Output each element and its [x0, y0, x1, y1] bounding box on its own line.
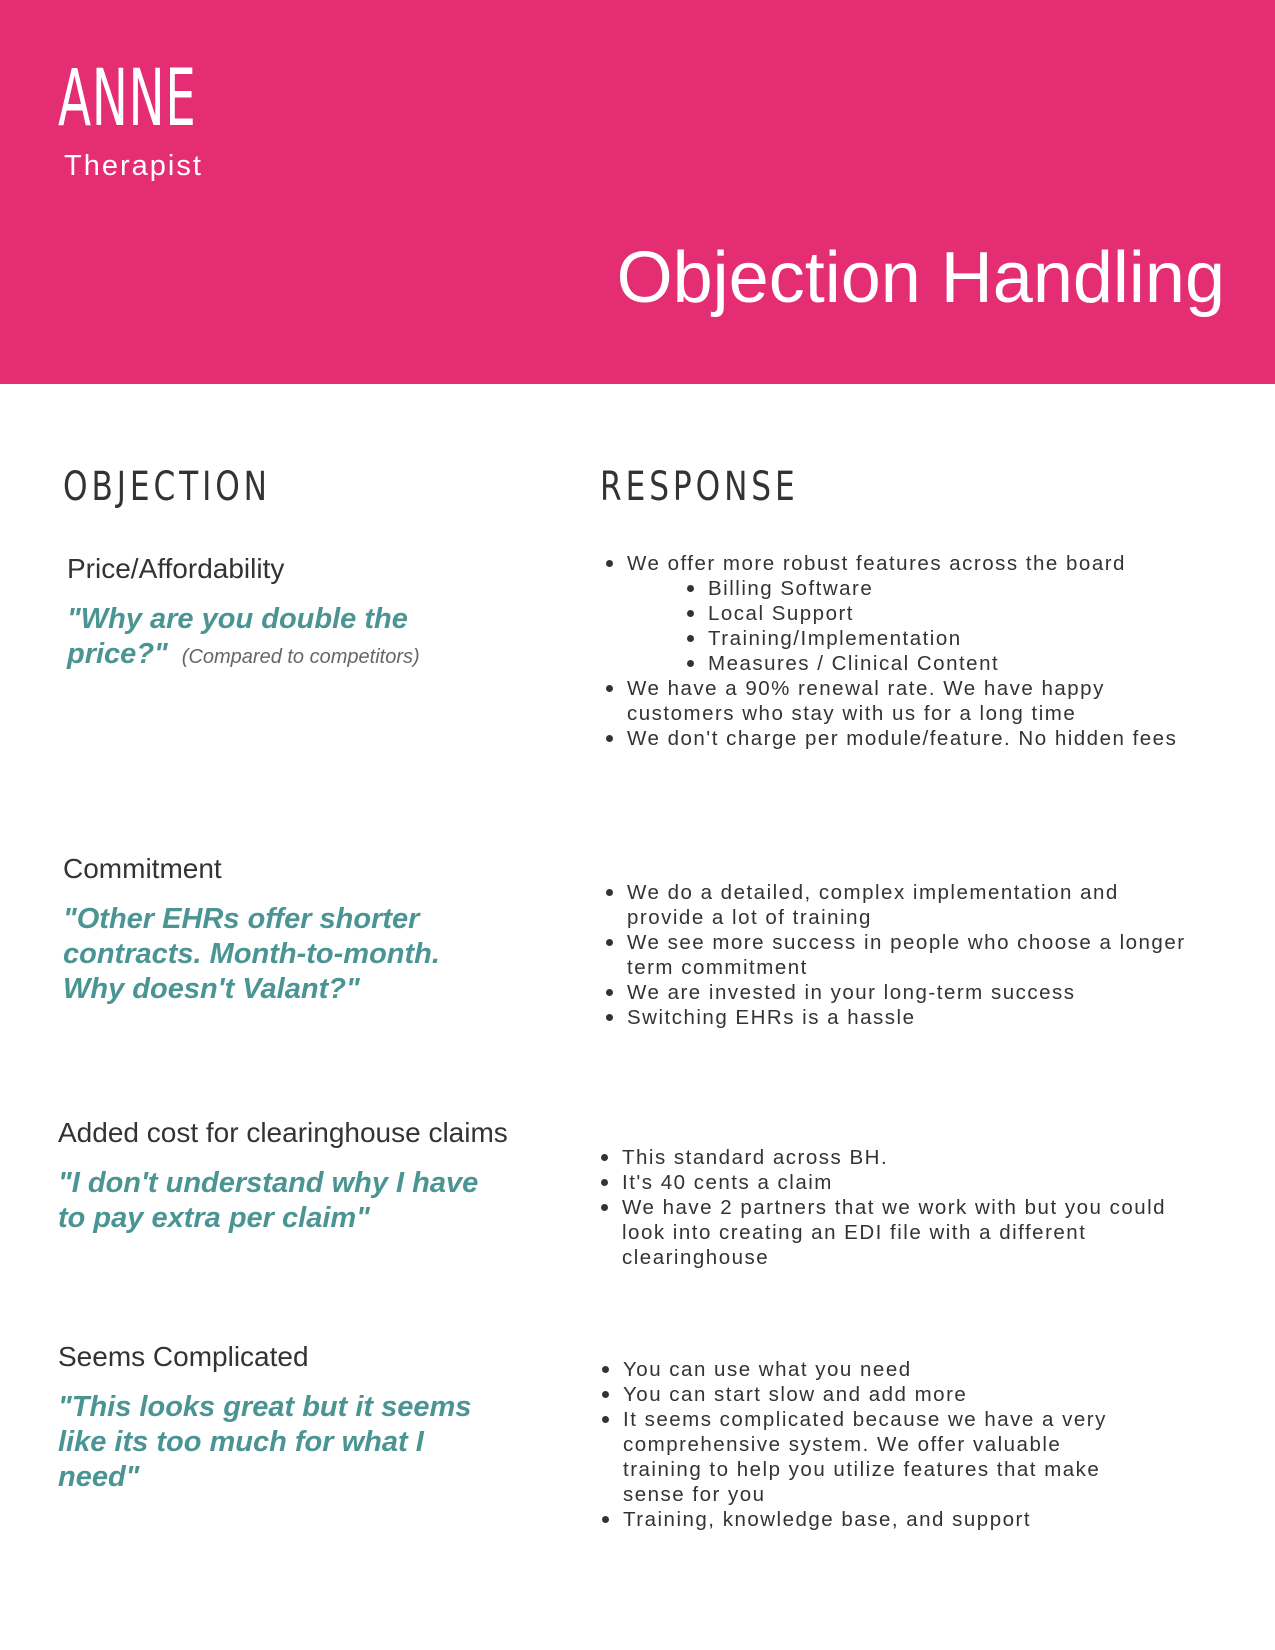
objection-quote: "Other EHRs offer shorter contracts. Month-to-month. Why doesn't Valant?": [63, 903, 440, 1005]
response-subitem: Local Support: [708, 601, 1187, 626]
response-item: We have 2 partners that we work with but you could look into creating an EDI file with a different clearinghouse: [622, 1195, 1182, 1270]
response-subitem: Measures / Clinical Content: [708, 651, 1187, 676]
response-sublist: [627, 576, 1187, 676]
response-item: Switching EHRs is a hassle: [627, 1005, 1187, 1030]
response-item: We do a detailed, complex implementation and provide a lot of training: [627, 880, 1187, 930]
persona-name: ANNE: [58, 54, 197, 144]
response-item: [627, 551, 1187, 676]
response-subitem: Billing Software: [708, 576, 1187, 601]
objection-column-heading: OBJECTION: [63, 464, 271, 510]
response-item: We have a 90% renewal rate. We have happy customers who stay with us for a long time: [627, 676, 1187, 726]
objection-quote: [67, 602, 507, 675]
objection-note: (Compared to competitors): [181, 646, 420, 668]
objection-topic: Commitment: [63, 853, 222, 884]
objection-quote: "I don't understand why I have to pay extra per claim": [58, 1167, 479, 1234]
response-column-heading: RESPONSE: [600, 464, 799, 510]
response-item: We are invested in your long-term success: [627, 980, 1187, 1005]
response-item: We don't charge per module/feature. No hidden fees: [627, 726, 1187, 751]
response-item: It seems complicated because we have a very comprehensive system. We offer valuable training to help you utilize features that make sense for you: [623, 1407, 1143, 1507]
response-item: This standard across BH.: [622, 1145, 1182, 1170]
header-banner: [0, 0, 1275, 384]
response-list: [601, 551, 1187, 751]
response-subitem: Training/Implementation: [708, 626, 1187, 651]
response-text: We offer more robust features across the board: [627, 552, 1126, 575]
objection-topic: Seems Complicated: [58, 1341, 309, 1372]
response-list: [597, 1357, 1143, 1532]
objection-topic: Price/Affordability: [67, 553, 285, 584]
page-title: Objection Handling: [616, 238, 1225, 318]
objection-quote-text: "Why are you double the price?": [67, 603, 408, 670]
response-list: [596, 1145, 1182, 1270]
response-item: It's 40 cents a claim: [622, 1170, 1182, 1195]
objection-quote: "This looks great but it seems like its too much for what I need": [58, 1391, 472, 1493]
objection-topic: Added cost for clearinghouse claims: [58, 1117, 508, 1148]
response-item: You can start slow and add more: [623, 1382, 1143, 1407]
response-item: You can use what you need: [623, 1357, 1143, 1382]
response-item: We see more success in people who choose a longer term commitment: [627, 931, 1186, 979]
response-list: [601, 880, 1187, 1030]
response-item: Training, knowledge base, and support: [623, 1507, 1143, 1532]
persona-role: Therapist: [64, 150, 203, 182]
